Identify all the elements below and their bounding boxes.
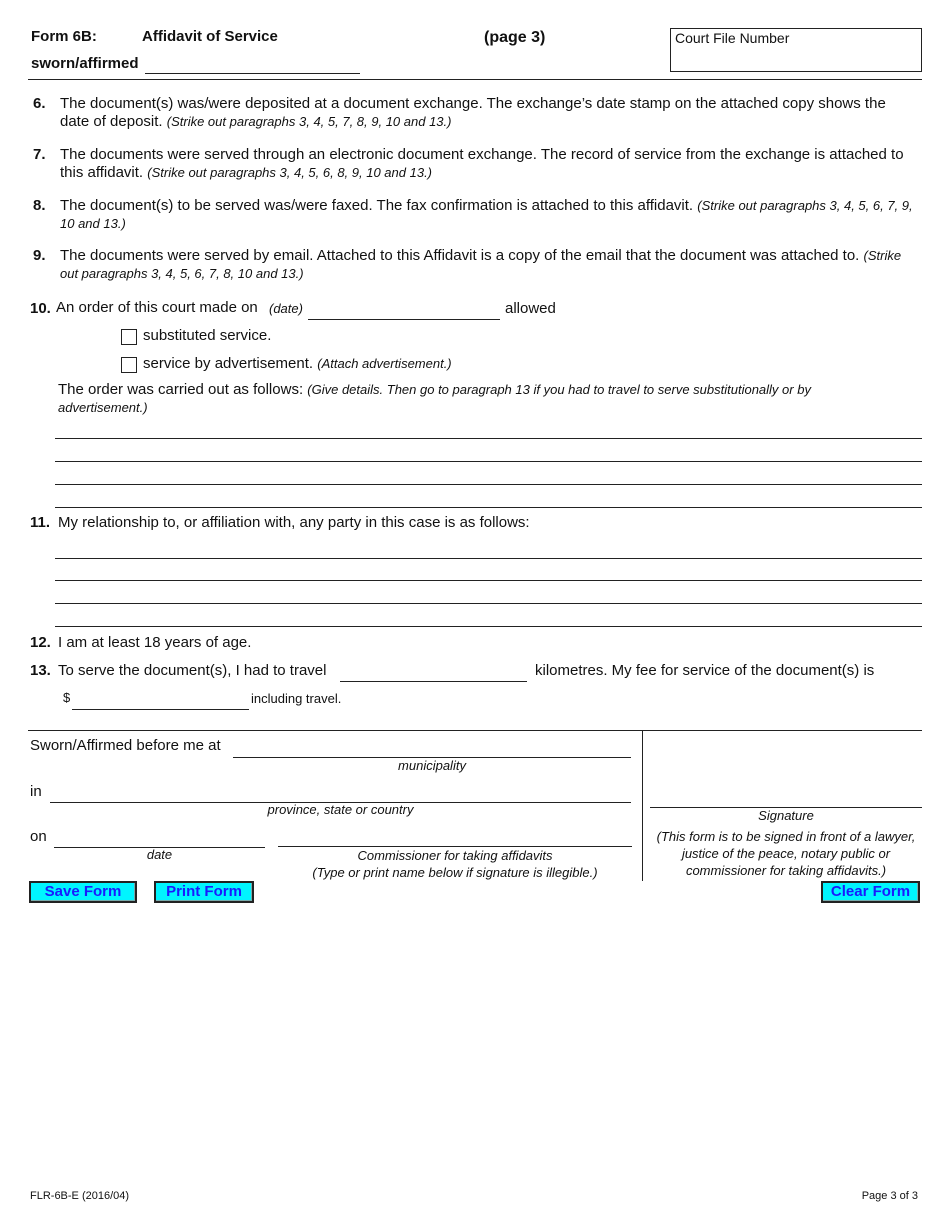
sworn-before-label: Sworn/Affirmed before me at	[30, 737, 221, 754]
para-6-note: (Strike out paragraphs 3, 4, 5, 7, 8, 9, 10 and 13.)	[166, 114, 452, 129]
date-caption: date	[146, 847, 173, 862]
order-date-field[interactable]	[308, 301, 500, 320]
para-9-note: (Strike out paragraphs 3, 4, 5, 6, 7, 8, 10 and 13.)	[60, 248, 902, 281]
para-10-text: An order of this court made on	[56, 299, 258, 316]
signature-caption: Signature	[758, 808, 814, 823]
court-file-box[interactable]	[670, 28, 922, 72]
municipality-caption: municipality	[398, 758, 466, 773]
province-caption: province, state or country	[267, 802, 414, 817]
clear-form-button[interactable]: Clear Form	[821, 881, 920, 903]
print-form-button[interactable]: Print Form	[154, 881, 254, 903]
advertisement-note: (Attach advertisement.)	[317, 356, 452, 371]
para-13-number: 13.	[30, 662, 51, 679]
para-10-allowed: allowed	[505, 300, 556, 317]
para-13-text: To serve the document(s), I had to travel	[58, 662, 327, 679]
advertisement-service-checkbox[interactable]	[121, 357, 137, 373]
para-7-number: 7.	[33, 146, 46, 163]
details-line-4[interactable]	[55, 507, 922, 508]
page-label: (page 3)	[484, 29, 546, 46]
para-11-text: My relationship to, or affiliation with, any party in this case is as follows:	[58, 514, 530, 531]
form-number: Form 6B:	[31, 28, 97, 45]
on-label: on	[30, 828, 47, 845]
commissioner-label: Commissioner for taking affidavits	[357, 848, 553, 863]
para-7	[60, 146, 918, 182]
jurat-vertical-divider	[642, 731, 643, 881]
para-12-text: I am at least 18 years of age.	[58, 634, 252, 651]
para-10-date-note: (date)	[269, 301, 303, 316]
relationship-line-3[interactable]	[55, 603, 922, 604]
relationship-line-2[interactable]	[55, 580, 922, 581]
travel-distance-field[interactable]	[340, 663, 527, 682]
para-9	[60, 247, 918, 283]
para-7-note: (Strike out paragraphs 3, 4, 5, 6, 8, 9, 10 and 13.)	[147, 165, 433, 180]
currency-sign: $	[63, 690, 71, 705]
para-8-text: The document(s) to be served was/were faxed. The fax confirmation is attached to this affidavit.	[60, 197, 694, 214]
para-6-text: The document(s) was/were deposited at a document exchange. The exchange’s date stamp on the attached copy shows the date of deposit.	[60, 95, 886, 130]
municipality-field[interactable]	[233, 739, 631, 758]
para-6-number: 6.	[33, 95, 46, 112]
para-9-text: The documents were served by email. Attached to this Affidavit is a copy of the email that the document was attached to.	[60, 247, 860, 264]
substituted-service-label: substituted service.	[143, 327, 272, 344]
para-8	[60, 197, 918, 233]
including-travel: including travel.	[251, 691, 342, 706]
header-divider	[28, 79, 922, 80]
page-number: Page 3 of 3	[861, 1190, 918, 1202]
para-9-number: 9.	[33, 247, 46, 264]
service-fee-field[interactable]	[72, 691, 249, 710]
order-carried-text: The order was carried out as follows:	[58, 381, 304, 398]
details-line-2[interactable]	[55, 461, 922, 462]
province-field[interactable]	[50, 784, 631, 803]
in-label: in	[30, 783, 42, 800]
court-file-label: Court File Number	[675, 30, 790, 46]
relationship-line-1[interactable]	[55, 558, 922, 559]
form-code: FLR-6B-E (2016/04)	[30, 1190, 130, 1202]
signature-note: (This form is to be signed in front of a lawyer, justice of the peace, notary public or commissioner for taking affidavits.)	[656, 829, 916, 878]
jurat-date-field[interactable]	[54, 829, 265, 848]
para-11-number: 11.	[30, 514, 51, 531]
advertisement-label-text: service by advertisement.	[143, 355, 314, 372]
para-12-number: 12.	[30, 634, 51, 651]
details-line-3[interactable]	[55, 484, 922, 485]
relationship-line-4[interactable]	[55, 626, 922, 627]
para-13-fee-text: kilometres. My fee for service of the document(s) is	[535, 662, 875, 679]
commissioner-caption	[278, 847, 632, 881]
order-carried-note: (Give details. Then go to paragraph 13 if you had to travel to serve substitutionally or by advertisement.)	[58, 382, 811, 415]
details-line-1[interactable]	[55, 438, 922, 439]
para-10-number: 10.	[30, 300, 51, 317]
substituted-service-checkbox[interactable]	[121, 329, 137, 345]
order-carried-out	[58, 381, 880, 417]
jurat-top-divider	[28, 730, 922, 731]
para-7-text: The documents were served through an electronic document exchange. The record of service from the exchange is attached to this affidavit.	[60, 146, 904, 181]
para-8-number: 8.	[33, 197, 46, 214]
advertisement-service-label	[143, 355, 452, 372]
para-8-note: (Strike out paragraphs 3, 4, 5, 6, 7, 9, 10 and 13.)	[60, 198, 913, 231]
para-6	[60, 95, 918, 131]
form-title: Affidavit of Service	[142, 28, 278, 45]
sworn-label: sworn/affirmed	[31, 55, 139, 72]
sworn-affirmed-field[interactable]	[145, 55, 360, 74]
commissioner-note: (Type or print name below if signature is illegible.)	[312, 865, 598, 880]
save-form-button[interactable]: Save Form	[29, 881, 137, 903]
